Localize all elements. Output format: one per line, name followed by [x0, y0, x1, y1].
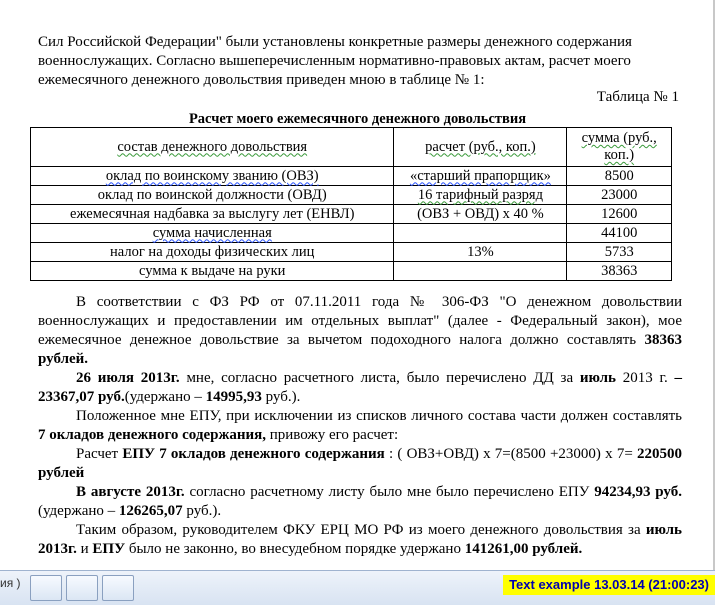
table-row [31, 262, 672, 281]
cell-amount: 38363 [567, 262, 672, 281]
cell-calculation: 13% [394, 243, 567, 262]
taskbar-button[interactable] [66, 575, 98, 601]
header-amount: сумма (руб., коп.) [567, 128, 672, 167]
cell-amount: 12600 [567, 205, 672, 224]
paragraph-epu-calc: Расчет ЕПУ 7 окладов денежного содержания : ( ОВЗ+ОВД) х 7=(8500 +23000) х 7= 220500 рублей [38, 446, 682, 481]
cell-calculation [394, 262, 567, 281]
taskbar [0, 570, 715, 605]
cell-composition: сумма к выдаче на руки [31, 262, 394, 281]
paragraph-august: В августе 2013г. согласно расчетному листу было мне было перечислено ЕПУ 94234,93 руб. (удержано – 126265,07 руб.). [38, 484, 682, 519]
intro-line: ежемесячного денежного довольствия приведен мною в таблице № 1: [38, 72, 485, 88]
table-row [31, 167, 672, 186]
table-row [31, 186, 672, 205]
taskbar-button[interactable] [102, 575, 134, 601]
table-row [31, 224, 672, 243]
cell-composition: налог на доходы физических лиц [31, 243, 394, 262]
cell-calculation: (ОВЗ + ОВД) х 40 % [394, 205, 567, 224]
taskbar-button[interactable] [30, 575, 62, 601]
paragraph-epu: Положенное мне ЕПУ, при исключении из списков личного состава части должен составлять 7 окладов денежного содержания, привожу его расчет: [38, 408, 682, 443]
header-calculation: расчет (руб., коп.) [394, 128, 567, 167]
allowance-table [30, 127, 672, 281]
cell-amount: 8500 [567, 167, 672, 186]
paragraph-conclusion: Таким образом, руководителем ФКУ ЕРЦ МО РФ из моего денежного довольствия за июль 2013г. и ЕПУ было не законно, во внесудебном порядке удержано 141261,00 рублей. [38, 522, 682, 557]
table-caption: Таблица № 1 [596, 89, 679, 105]
intro-line: Сил Российской Федерации" были установлены конкретные размеры денежного содержания [38, 34, 632, 50]
taskbar-label: ия ) [0, 576, 21, 590]
body-text [38, 293, 682, 559]
text-example-label: Text example 13.03.14 (21:00:23) [503, 575, 715, 595]
cell-calculation: 16 тарифный разряд [394, 186, 567, 205]
paragraph-july: 26 июля 2013г. мне, согласно расчетного листа, было перечислено ДД за июль 2013 г. – 23367,07 руб.(удержано – 14995,93 руб.). [38, 370, 682, 405]
cell-calculation [394, 224, 567, 243]
intro-paragraph [38, 33, 682, 90]
table-title: Расчет моего ежемесячного денежного довольствия [188, 111, 527, 127]
cell-amount: 5733 [567, 243, 672, 262]
cell-composition: ежемесячная надбавка за выслугу лет (ЕНВЛ) [31, 205, 394, 224]
cell-calculation: «старший прапорщик» [394, 167, 567, 186]
table-row [31, 243, 672, 262]
cell-amount: 44100 [567, 224, 672, 243]
cell-composition: оклад по воинской должности (ОВД) [31, 186, 394, 205]
intro-line: военнослужащих. Согласно вышеперечисленным нормативно-правовых актам, расчет моего [38, 53, 631, 69]
cell-amount: 23000 [567, 186, 672, 205]
cell-composition: оклад по воинскому званию (ОВЗ) [31, 167, 394, 186]
cell-composition: сумма начисленная [31, 224, 394, 243]
paragraph-law: В соответствии с ФЗ РФ от 07.11.2011 года № 306-ФЗ "О денежном довольствии военнослужащих и предоставлении им отдельных выплат" (далее - Федеральный закон), мое ежемесячное денежное довольствие за вычетом подоходного налога должно составлять 38363 рублей. [38, 294, 682, 367]
table-header-row [31, 128, 672, 167]
table-row [31, 205, 672, 224]
header-composition: состав денежного довольствия [31, 128, 394, 167]
